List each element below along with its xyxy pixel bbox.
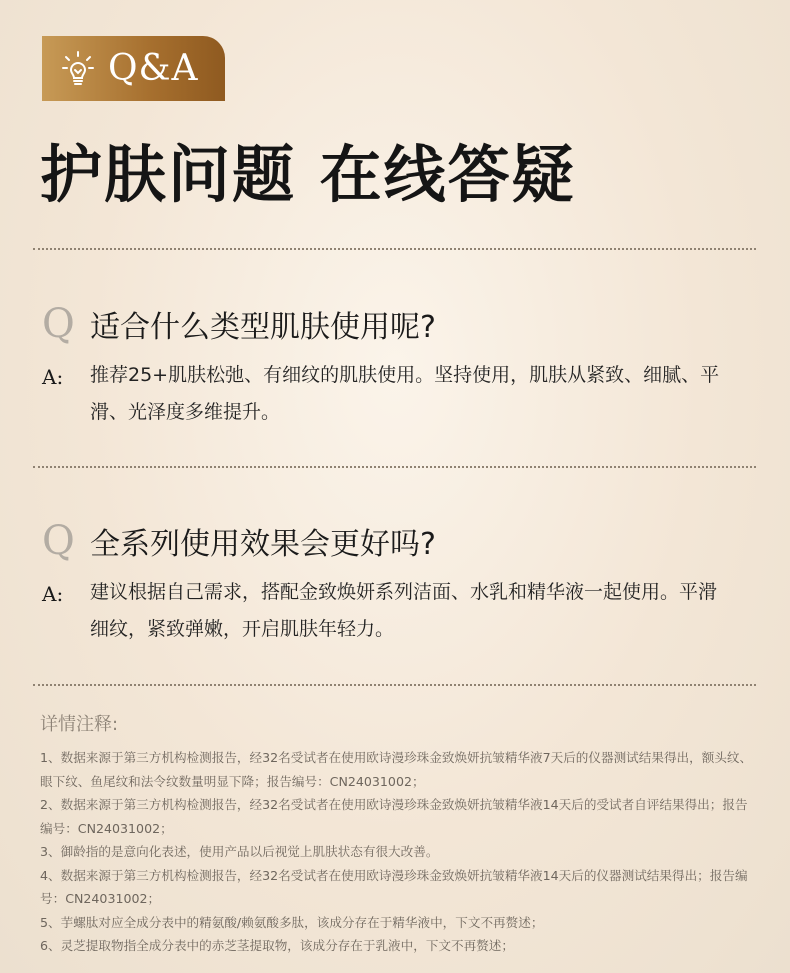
note-item: 6、灵芝提取物指全成分表中的赤芝茎提取物，该成分存在于乳液中，下文不再赘述； bbox=[40, 938, 514, 953]
question-marker: Q bbox=[42, 518, 75, 564]
answer-text: 建议根据自己需求，搭配金致焕妍系列洁面、水乳和精华液一起使用。平滑细纹，紧致弹嫩，开启肌肤年轻力。 bbox=[90, 581, 718, 640]
divider bbox=[33, 684, 756, 686]
answer-marker: A: bbox=[42, 582, 64, 606]
answer-row bbox=[42, 578, 742, 648]
notes-section bbox=[40, 710, 760, 958]
note-item: 4、数据来源于第三方机构检测报告，经32名受试者在使用欧诗漫珍珠金致焕妍抗皱精华液14天后的仪器测试结果得出；报告编号：CN24031002； bbox=[40, 867, 748, 906]
question-text: 全系列使用效果会更好吗? bbox=[90, 527, 436, 562]
answer-text: 推荐25+肌肤松弛、有细纹的肌肤使用。坚持使用，肌肤从紧致、细腻、平滑、光泽度多维提升。 bbox=[90, 364, 720, 423]
note-item: 1、数据来源于第三方机构检测报告，经32名受试者在使用欧诗漫珍珠金致焕妍抗皱精华液7天后的仪器测试结果得出，额头纹、眼下纹、鱼尾纹和法令纹数量明显下降；报告编号：CN24031002； bbox=[40, 750, 753, 789]
qa-item-1 bbox=[42, 299, 742, 431]
notes-title: 详情注释: bbox=[40, 714, 119, 735]
question-row bbox=[42, 516, 742, 566]
question-text: 适合什么类型肌肤使用呢? bbox=[90, 310, 436, 345]
question-row bbox=[42, 299, 742, 349]
qa-badge bbox=[42, 36, 225, 101]
answer-marker: A: bbox=[42, 365, 64, 389]
answer-row bbox=[42, 361, 742, 431]
badge-label: Q&A bbox=[108, 48, 199, 89]
note-item: 5、芋螺肽对应全成分表中的精氨酸/赖氨酸多肽，该成分存在于精华液中，下文不再赘述； bbox=[40, 914, 544, 930]
divider bbox=[33, 466, 756, 468]
divider bbox=[33, 248, 756, 250]
lightbulb-icon bbox=[62, 51, 94, 87]
qa-item-2 bbox=[42, 516, 742, 648]
question-marker: Q bbox=[42, 301, 75, 347]
note-item: 3、御龄指的是意向化表述，使用产品以后视觉上肌肤状态有很大改善。 bbox=[40, 844, 439, 859]
page-title: 护肤问题 在线答疑 bbox=[40, 138, 576, 211]
note-item: 2、数据来源于第三方机构检测报告，经32名受试者在使用欧诗漫珍珠金致焕妍抗皱精华液14天后的受试者自评结果得出；报告编号：CN24031002； bbox=[40, 797, 748, 836]
